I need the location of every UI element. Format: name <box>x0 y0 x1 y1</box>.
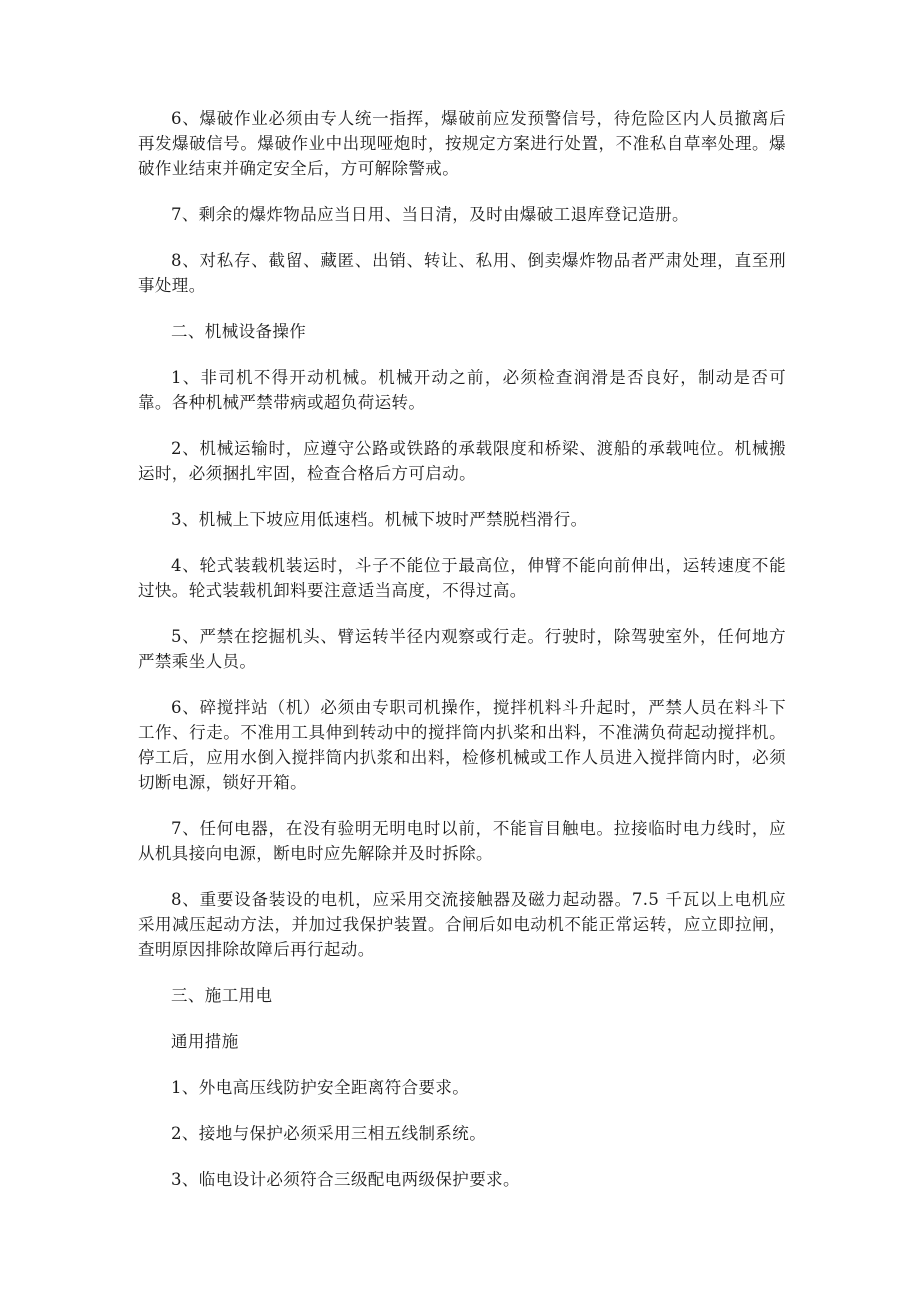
paragraph-machinery-1: 1、非司机不得开动机械。机械开动之前，必须检查润滑是否良好，制动是否可靠。各种机械严禁带病或超负荷运转。 <box>138 368 786 412</box>
paragraph-blasting-7: 7、剩余的爆炸物品应当日用、当日清，及时由爆破工退库登记造册。 <box>171 205 689 224</box>
paragraph-machinery-2: 2、机械运输时，应遵守公路或铁路的承载限度和桥梁、渡船的承载吨位。机械搬运时，必须捆扎牢固，检查合格后方可启动。 <box>138 439 786 483</box>
paragraph-electricity-1: 1、外电高压线防护安全距离符合要求。 <box>171 1078 470 1097</box>
paragraph-machinery-6: 6、碎搅拌站（机）必须由专职司机操作，搅拌机料斗升起时，严禁人员在料斗下工作、行走。不准用工具伸到转动中的搅拌筒内扒桨和出料，不准满负荷起动搅拌机。停工后，应用水倒入搅拌筒内扒浆和出料，检修机械或工作人员进入搅拌筒内时，必须切断电源，锁好开箱。 <box>138 698 786 792</box>
paragraph-machinery-3: 3、机械上下坡应用低速档。机械下坡时严禁脱档滑行。 <box>171 510 588 529</box>
paragraph-machinery-4: 4、轮式装载机装运时，斗子不能位于最高位，伸臂不能向前伸出，运转速度不能过快。轮式装载机卸料要注意适当高度，不得过高。 <box>138 556 786 600</box>
section-heading-electricity: 三、施工用电 <box>171 986 273 1005</box>
paragraph-blasting-8: 8、对私存、截留、藏匿、出销、转让、私用、倒卖爆炸物品者严肃处理，直至刑事处理。 <box>138 251 786 295</box>
paragraph-blasting-6: 6、爆破作业必须由专人统一指挥，爆破前应发预警信号，待危险区内人员撤离后再发爆破信号。爆破作业中出现哑炮时，按规定方案进行处置，不准私自草率处理。爆破作业结束并确定安全后，方可解除警戒。 <box>138 109 786 178</box>
paragraph-electricity-3: 3、临电设计必须符合三级配电两级保护要求。 <box>171 1170 520 1189</box>
paragraph-machinery-5: 5、严禁在挖掘机头、臂运转半径内观察或行走。行驶时，除驾驶室外，任何地方严禁乘坐人员。 <box>138 627 786 671</box>
document-page <box>138 106 786 1213</box>
paragraph-machinery-7: 7、任何电器，在没有验明无明电时以前，不能盲目触电。拉接临时电力线时，应从机具接向电源，断电时应先解除并及时拆除。 <box>138 819 786 863</box>
section-heading-machinery: 二、机械设备操作 <box>171 322 307 341</box>
subheading-general-measures: 通用措施 <box>171 1032 239 1051</box>
paragraph-machinery-8: 8、重要设备装设的电机，应采用交流接触器及磁力起动器。7.5 千瓦以上电机应采用减压起动方法，并加过我保护装置。合闸后如电动机不能正常运转，应立即拉闸，查明原因排除故障后再行起动。 <box>138 890 786 959</box>
paragraph-electricity-2: 2、接地与保护必须采用三相五线制系统。 <box>171 1124 487 1143</box>
